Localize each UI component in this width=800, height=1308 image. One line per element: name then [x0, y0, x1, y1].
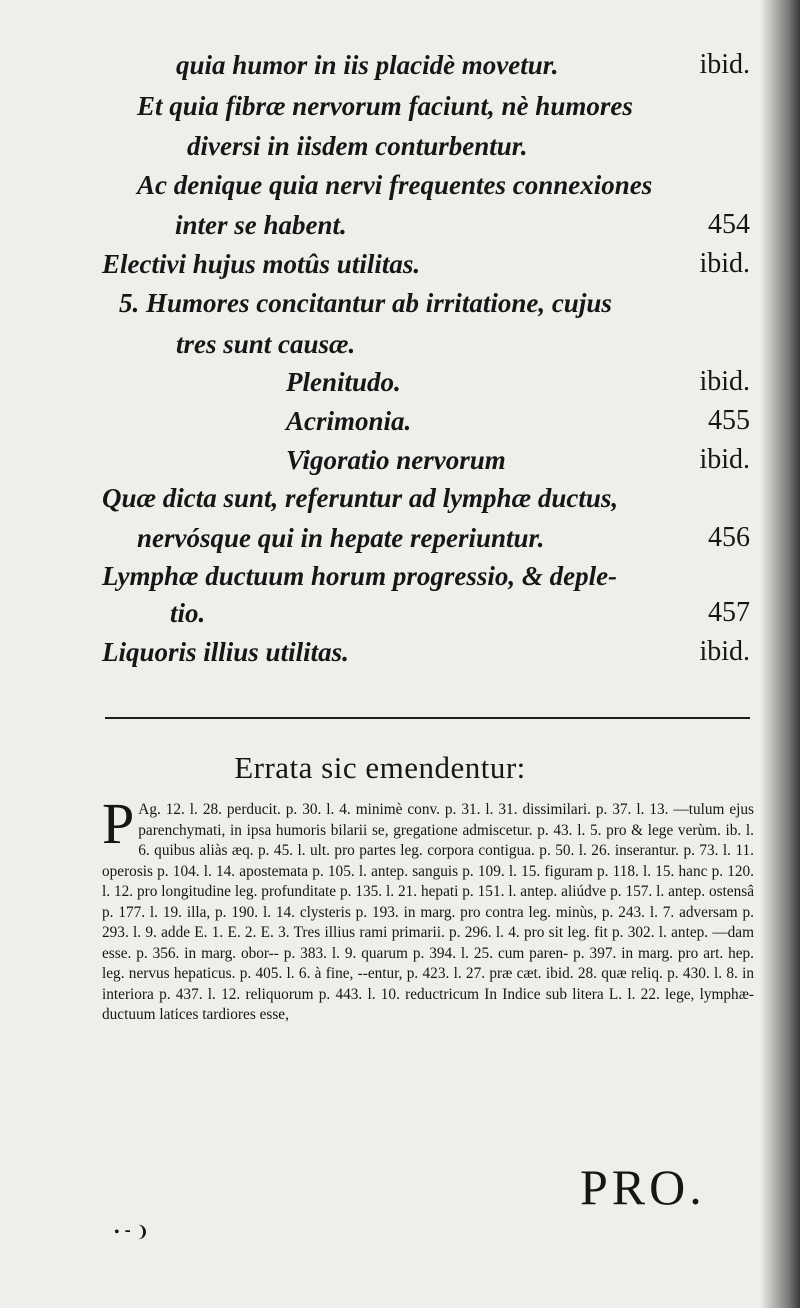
index-line-text: Electivi hujus motûs utilitas.	[102, 249, 421, 279]
index-line-page: 455	[708, 405, 750, 436]
index-line-page: ibid.	[699, 248, 750, 279]
index-line	[0, 324, 760, 364]
index-line-text: tio.	[170, 598, 206, 628]
index-line-text: tres sunt causæ.	[176, 329, 356, 359]
index-line	[0, 593, 760, 633]
index-line-page: ibid.	[699, 636, 750, 667]
index-line	[0, 362, 760, 402]
page-mark: • ⁃ ❩	[114, 1224, 150, 1241]
index-line-text: diversi in iisdem conturbentur.	[187, 131, 528, 161]
drop-cap: P	[102, 791, 135, 856]
index-line-page: ibid.	[699, 49, 750, 80]
index-line	[0, 556, 760, 596]
catchword: PRO.	[580, 1159, 706, 1215]
index-line	[0, 440, 760, 480]
index-line-text: Liquoris illius utilitas.	[102, 637, 349, 667]
index-line-page: ibid.	[699, 366, 750, 397]
index-line	[0, 283, 760, 323]
index-line	[0, 401, 760, 441]
page-edge-shadow	[760, 0, 800, 1308]
index-line	[0, 126, 760, 166]
index-line	[0, 632, 760, 672]
errata-text: Ag. 12. l. 28. perducit. p. 30. l. 4. minimè conv. p. 31. l. 31. dissimilari. p. 37. l. 13. —tulum ejus parenchymati, in ipsa humoris bilarii se, gregatione admiscetur. p. 43. l. 5. pro & lege verùm. ib. l. 6. quibus aliàs æq. p. 45. l. ult. pro partes leg. corpora contigua. p. 50. l. 26. inserantur. p. 73. l. 11. operosis p. 104. l. 14. apostemata p. 105. l. antep. sanguis p. 109. l. 15. figuram p. 118. l. 15. hanc p. 120. l. 12. pro longitudine leg. profunditate p. 135. l. 21. hepati p. 151. l. antep. aliúdve p. 157. l. antep. ostensâ p. 177. l. 19. illa, p. 190. l. 14. clysteris p. 193. in marg. pro contra leg. minùs, p. 243. l. 7. adversam p. 293. l. 9. adde E. 1. E. 2. E. 3. Tres illius rami primarii. p. 296. l. 4. pro sit leg. fit p. 302. l. antep. —dam esse. p. 356. in marg. obor-- p. 383. l. 9. quarum p. 394. l. 25. cum paren- p. 397. in marg. pro art. hep. leg. nervus hepaticus. p. 405. l. 6. à fine, --entur, p. 423. l. 27. præ cæt. ibid. 28. quæ reliq. p. 430. l. 8. in interiora p. 437. l. 12. reliquorum p. 443. l. 10. reductricum In Indice sub litera L. l. 22. lege, lymphæ-ductuum latices tardiores esse,	[102, 801, 754, 1023]
index-line	[0, 86, 760, 126]
index-line-page: 457	[708, 597, 750, 628]
index-line-text: quia humor in iis placidè movetur.	[176, 50, 559, 80]
section-divider	[105, 717, 750, 719]
index-line-page: ibid.	[699, 444, 750, 475]
index-line-page: 456	[708, 522, 750, 553]
index-line-text: Lymphæ ductuum horum progressio, & deple-	[102, 561, 618, 591]
index-line-text: Vigoratio nervorum	[286, 445, 506, 475]
index-line-text: Acrimonia.	[286, 406, 412, 436]
index-line-text: Plenitudo.	[286, 367, 401, 397]
index-line-text: 5. Humores concitantur ab irritatione, cujus	[119, 288, 612, 318]
errata-heading: Errata sic emendentur:	[234, 750, 526, 785]
index-line-text: Ac denique quia nervi frequentes connexiones	[137, 170, 653, 200]
index-line-page: 454	[708, 209, 750, 240]
index-line	[0, 205, 760, 245]
index-line-text: Et quia fibræ nervorum faciunt, nè humores	[137, 91, 633, 121]
errata-paragraph	[102, 791, 754, 1026]
index-line	[0, 165, 760, 205]
index-line	[0, 45, 760, 85]
index-line	[0, 518, 760, 558]
index-line	[0, 478, 760, 518]
index-line-text: inter se habent.	[175, 210, 347, 240]
index-line	[0, 244, 760, 284]
index-line-text: Quæ dicta sunt, referuntur ad lymphæ ductus,	[102, 483, 619, 513]
index-line-text: nervósque qui in hepate reperiuntur.	[137, 523, 545, 553]
